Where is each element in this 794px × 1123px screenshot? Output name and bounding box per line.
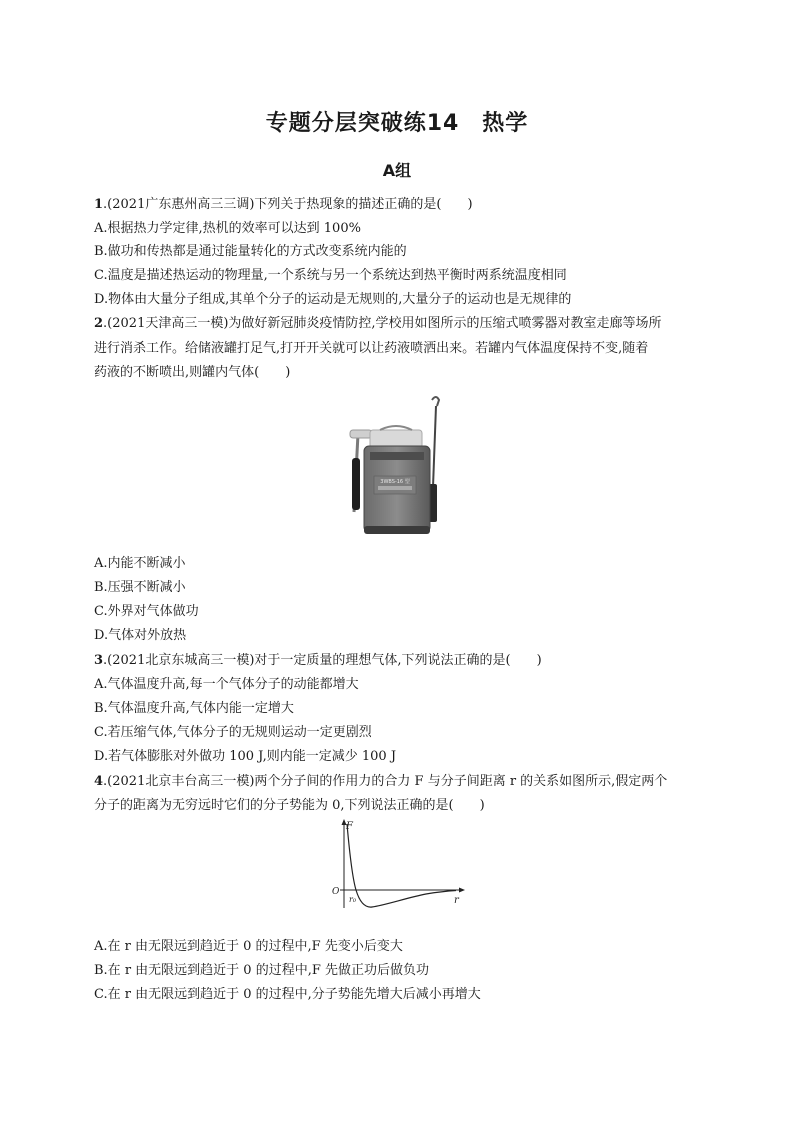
question-1-option-b: B.做功和传热都是通过能量转化的方式改变系统内能的 <box>94 244 407 259</box>
group-heading: A组 <box>382 161 412 180</box>
question-3-number: 3 <box>94 653 104 668</box>
question-2-stem-line-1 <box>94 315 662 333</box>
page-title: 专题分层突破练14 热学 <box>265 111 529 136</box>
sprayer-label-lines <box>378 486 412 490</box>
question-4-option-b: B.在 r 由无限远到趋近于 0 的过程中,F 先做正功后做负功 <box>94 963 429 978</box>
question-3-option-c: C.若压缩气体,气体分子的无规则运动一定更剧烈 <box>94 725 372 740</box>
x-axis-arrow-icon <box>459 888 465 893</box>
question-1-option-d: D.物体由大量分子组成,其单个分子的运动是无规则的,大量分子的运动也是无规律的 <box>94 292 572 307</box>
question-3-option-b: B.气体温度升高,气体内能一定增大 <box>94 701 294 716</box>
question-1-option-a: A.根据热力学定律,热机的效率可以达到 100% <box>94 221 361 236</box>
question-2-option-d: D.气体对外放热 <box>94 628 187 643</box>
question-1-number: 1 <box>94 197 104 212</box>
graph-r0-label: r₀ <box>349 895 357 904</box>
question-4-text-1: .(2021北京丰台高三一模)两个分子间的作用力的合力 F 与分子间距离 r 的关系如图所示,假定两个 <box>103 774 668 789</box>
question-1-stem <box>94 196 473 214</box>
question-4-number: 4 <box>94 774 104 789</box>
question-1-option-c: C.温度是描述热运动的物理量,一个系统与另一个系统达到热平衡时两系统温度相同 <box>94 268 567 283</box>
question-2-stem-line-2: 进行消杀工作。给储液罐打足气,打开开关就可以让药液喷洒出来。若罐内气体温度保持不变,随着 <box>94 341 649 356</box>
graph-x-label: r <box>454 895 459 906</box>
question-3-text: .(2021北京东城高三一模)对于一定质量的理想气体,下列说法正确的是( ) <box>103 653 542 668</box>
question-3-option-a: A.气体温度升高,每一个气体分子的动能都增大 <box>94 677 359 692</box>
graph-origin-label: O <box>332 887 340 897</box>
question-2-option-a: A.内能不断减小 <box>94 556 186 571</box>
force-curve <box>347 824 456 907</box>
sprayer-image <box>340 392 450 542</box>
question-4-stem-line-2: 分子的距离为无穷远时它们的分子势能为 0,下列说法正确的是( ) <box>94 798 485 813</box>
graph-y-label: F <box>346 821 353 832</box>
question-2-option-b: B.压强不断减小 <box>94 580 186 595</box>
question-2-option-c: C.外界对气体做功 <box>94 604 199 619</box>
question-3-option-d: D.若气体膨胀对外做功 100 J,则内能一定减少 100 J <box>94 749 397 764</box>
question-2-text-1: .(2021天津高三一模)为做好新冠肺炎疫情防控,学校用如图所示的压缩式喷雾器对教室走廊等场所 <box>103 316 662 331</box>
question-4-option-c: C.在 r 由无限远到趋近于 0 的过程中,分子势能先增大后减小再增大 <box>94 987 481 1002</box>
question-4-option-a: A.在 r 由无限远到趋近于 0 的过程中,F 先变小后变大 <box>94 939 403 954</box>
question-3-stem <box>94 652 542 670</box>
sprayer-model-label: 3WBS-16 型 <box>380 479 410 485</box>
question-2-number: 2 <box>94 316 104 331</box>
force-distance-graph <box>326 818 466 910</box>
question-1-text: .(2021广东惠州高三三调)下列关于热现象的描述正确的是( ) <box>103 197 473 212</box>
question-2-stem-line-3: 药液的不断喷出,则罐内气体( ) <box>94 365 291 380</box>
question-4-stem-line-1 <box>94 773 667 791</box>
